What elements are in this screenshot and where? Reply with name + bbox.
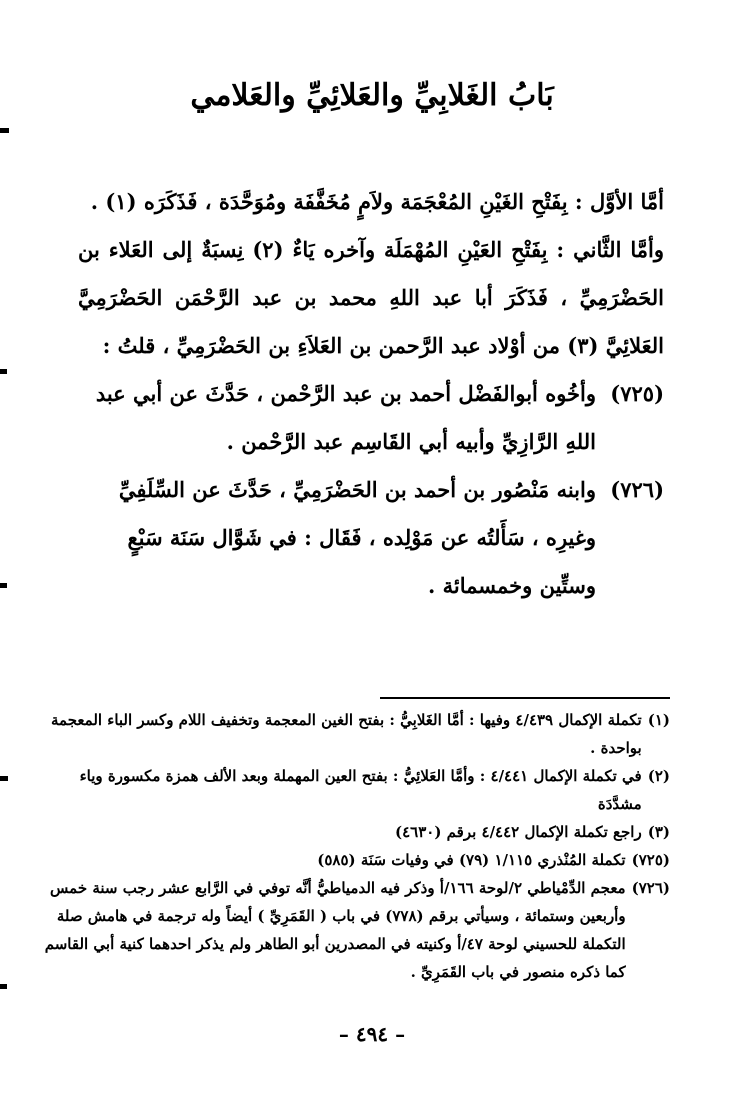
footnote-mark: (٧٢٥) (631, 851, 670, 869)
entry-number: (٧٢٦) (610, 477, 664, 502)
scan-mark (0, 776, 8, 781)
footnote-text: تكملة الإكمال ٤/٤٣٩ وفيها : أمَّا الغَلابِيُّ : بفتح الغين المعجمة وتخفيف اللام وكسر الباء المعجمة بواحدة . (51, 711, 642, 757)
footnote-mark: (٣) (647, 823, 670, 841)
footnote-text: معجم الدِّمْياطي ٢/لوحة ١٦٦/أ وذكر فيه الدمياطيُّ أنَّه توفي في الرَّابع عشر رجب سنة خمس وأربعين وستمائة ، وسيأتي برقم (٧٧٨) في باب ( القَمَرِيِّ ) أيضاً وله ترجمة في هامش صلة التكملة للحسيني لوحة ٤٧/أ وكنيته في المصدرين أبو الطاهر ولم يذكر احدهما كنية أبي القاسم كما ذكره منصور في باب القَمَرِيِّ . (44, 879, 626, 981)
footnote-text: تكملة المُنْذري ١/١١٥ (٧٩) في وفيات سَنَة (٥٨٥) (317, 851, 626, 869)
footnote-2 (44, 762, 670, 818)
entry-725 (78, 370, 664, 466)
footnote-726 (44, 874, 670, 986)
paragraph-first: أمَّا الأوَّل : بِفَتْحِ الغَيْنِ المُعْجَمَة ولاَمٍ مُخَفَّفَة ومُوَحَّدَة ، فَذَكَرَه (١) . (90, 189, 664, 214)
page-number: – ٤٩٤ – (338, 1022, 406, 1046)
scan-mark (0, 369, 7, 374)
main-text (78, 178, 664, 610)
footnote-mark: (١) (647, 711, 670, 729)
entry-text: وأخُوه أبوالفَضْل أحمد بن عبد الرَّحْمن ، حَدَّثَ عن أبي عبد اللهِ الرَّازِيِّ وأبيه أبي القَاسِم عبد الرَّحْمن . (95, 381, 596, 454)
scan-mark (0, 984, 7, 989)
footnotes (44, 706, 670, 986)
footnote-text: في تكملة الإكمال ٤/٤٤١ : وأمَّا العَلائِيُّ : بفتح العين المهملة وبعد الألف همزة مكسورة وياء مشدَّدَة (79, 767, 642, 813)
entry-text: وابنه مَنْصُور بن أحمد بن الحَضْرَمِيِّ ، حَدَّثَ عن السِّلَفِيِّ وغيرِه ، سَأَلتُه عن مَوْلِده ، فَقَال : في شَوَّال سَنَة سَبْعٍ وستِّين وخمسمائة . (118, 477, 596, 598)
footnote-3 (44, 818, 670, 846)
entry-726 (78, 466, 664, 610)
paragraph-second: وأمَّا الثَّاني : بِفَتْحِ العَيْنِ المُهْمَلَة وآخره يَاءٌ (٢) نِسبَةٌ إلى العَلاء بن الحَضْرَمِيِّ ، فَذَكَرَ أبا عبد اللهِ محمد بن عبد الرَّحْمَن الحَضْرَمِيَّ العَلائِيَّ (٣) من أوْلاد عبد الرَّحمن بن العَلاَءِ بن الحَضْرَمِيِّ ، قلتُ : (78, 237, 664, 358)
footnote-text: راجع تكملة الإكمال ٤/٤٤٢ برقم (٤٦٣٠) (395, 823, 642, 841)
footnote-mark: (٢) (647, 767, 670, 785)
footnote-divider (380, 697, 670, 699)
entry-number: (٧٢٥) (610, 381, 664, 406)
scan-mark (0, 128, 9, 133)
scan-mark (0, 583, 7, 588)
footnote-725 (44, 846, 670, 874)
footnote-1 (44, 706, 670, 762)
footnote-mark: (٧٢٦) (631, 879, 670, 897)
chapter-title: بَابُ الغَلابِيِّ والعَلائِيِّ والعَلامي (190, 78, 554, 113)
